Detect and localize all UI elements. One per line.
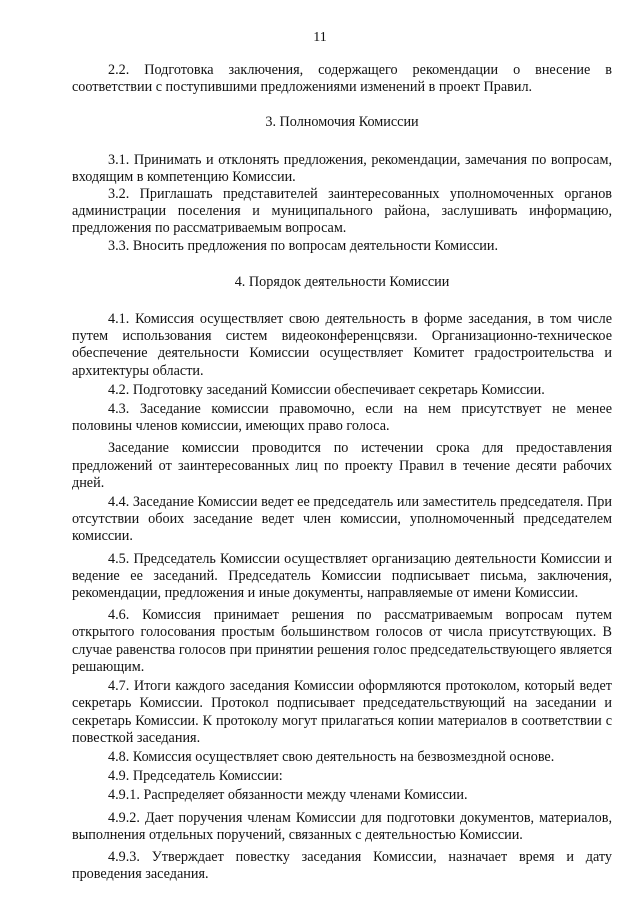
- paragraph-2-2: 2.2. Подготовка заключения, содержащего рекомендации о внесение в соответствии с поступившими предложениями изменений в проект Правил.: [72, 62, 612, 96]
- paragraph-4-8: 4.8. Комиссия осуществляет свою деятельность на безвозмездной основе.: [108, 748, 555, 765]
- section-heading-3: 3. Полномочия Комиссии: [265, 114, 419, 131]
- paragraph-3-2: 3.2. Приглашать представителей заинтересованных уполномоченных органов администрации поселения и муниципального района, заслушивать информацию, предложения по рассматриваемым вопросам.: [72, 186, 612, 237]
- paragraph-4-9-3: 4.9.3. Утверждает повестку заседания Комиссии, назначает время и дату проведения заседания.: [72, 848, 612, 883]
- paragraph-4-6: 4.6. Комиссия принимает решения по рассматриваемым вопросам путем открытого голосования простым большинством голосов от числа присутствующих. В случае равенства голосов при принятии решения голос председательствующего является решающим.: [72, 607, 612, 675]
- paragraph-4-9-1: 4.9.1. Распределяет обязанности между членами Комиссии.: [108, 787, 468, 804]
- paragraph-3-3: 3.3. Вносить предложения по вопросам деятельности Комиссии.: [108, 237, 499, 254]
- paragraph-4-5: 4.5. Председатель Комиссии осуществляет организацию деятельности Комиссии и ведение ее заседаний. Председатель Комиссии подписывает письма, заключения, рекомендации, предложения и иные документы, направляемые от имени Комиссии.: [72, 550, 612, 602]
- paragraph-4-3: 4.3. Заседание комиссии правомочно, если на нем присутствует не менее половины членов комиссии, имеющих право голоса.: [72, 401, 612, 435]
- paragraph-4-3-continued: Заседание комиссии проводится по истечении срока для предоставления предложений от заинтересованных лиц по проекту Правил в течение десяти рабочих дней.: [72, 440, 612, 491]
- paragraph-3-1: 3.1. Принимать и отклонять предложения, рекомендации, замечания по вопросам, входящим в компетенцию Комиссии.: [72, 151, 612, 185]
- document-body: [72, 62, 612, 883]
- paragraph-4-1: 4.1. Комиссия осуществляет свою деятельность в форме заседания, в том числе путем использования систем видеоконференцсвязи. Организационно-техническое обеспечение деятельности Комиссии осуществляет Комитет градостроительства и архитектуры области.: [72, 311, 612, 379]
- paragraph-4-4: 4.4. Заседание Комиссии ведет ее председатель или заместитель председателя. При отсутствии обоих заседание ведет член комиссии, уполномоченный председателем комиссии.: [72, 494, 612, 545]
- paragraph-4-9-2: 4.9.2. Дает поручения членам Комиссии для подготовки документов, материалов, выполнения отдельных поручений, связанных с деятельностью Комиссии.: [72, 809, 612, 843]
- paragraph-4-2: 4.2. Подготовку заседаний Комиссии обеспечивает секретарь Комиссии.: [108, 381, 545, 398]
- paragraph-4-9: 4.9. Председатель Комиссии:: [108, 768, 283, 785]
- paragraph-4-7: 4.7. Итоги каждого заседания Комиссии оформляются протоколом, который ведет секретарь Комиссии. Протокол подписывает председательствующий на заседании и секретарь Комиссии. К протоколу могут прилагаться копии материалов в соответствии с повесткой заседания.: [72, 678, 612, 746]
- section-heading-4: 4. Порядок деятельности Комиссии: [234, 273, 450, 290]
- page-number: 11: [313, 30, 327, 45]
